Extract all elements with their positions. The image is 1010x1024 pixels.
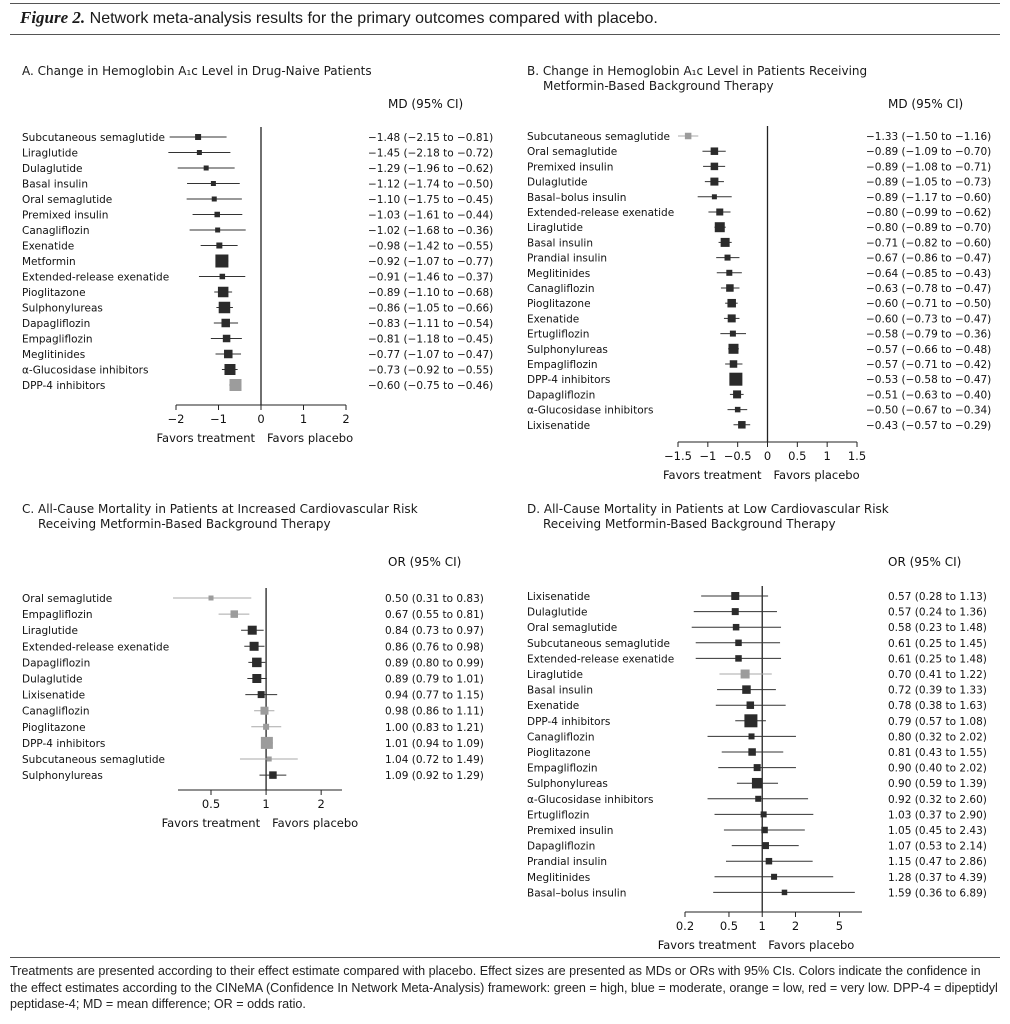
figure-title-text: Network meta-analysis results for the primary outcomes compared with placebo.	[89, 10, 658, 27]
point-estimate	[752, 778, 763, 789]
row-label: α-Glucosidase inhibitors	[22, 364, 149, 377]
row-value: −1.03 (−1.61 to −0.44)	[368, 209, 494, 222]
row-label: Empagliflozin	[527, 762, 598, 775]
point-estimate	[749, 733, 755, 739]
row-label: Oral semaglutide	[22, 194, 113, 206]
row-value: 1.00 (0.83 to 1.21)	[385, 721, 484, 734]
point-estimate	[741, 670, 750, 679]
row-label: Extended-release exenatide	[22, 271, 170, 284]
row-value: −0.60 (−0.71 to −0.50)	[866, 298, 992, 311]
row-value: 0.72 (0.39 to 1.33)	[888, 684, 987, 697]
row-label: Canagliflozin	[527, 731, 595, 744]
row-label: Dapagliflozin	[22, 657, 91, 670]
row-label: α-Glucosidase inhibitors	[527, 793, 654, 806]
row-label: Dulaglutide	[527, 606, 588, 619]
panel-d-title-line2: Receiving Metformin-Based Background Therapy	[543, 517, 836, 531]
row-label: Canagliflozin	[22, 705, 90, 718]
row-label: Sulphonylureas	[527, 778, 608, 791]
row-value: 1.09 (0.92 to 1.29)	[385, 770, 484, 783]
row-label: Ertugliflozin	[527, 328, 590, 341]
row-label: Basal insulin	[22, 178, 88, 191]
row-label: Premixed insulin	[527, 825, 614, 837]
row-value: 1.28 (0.37 to 4.39)	[888, 871, 987, 884]
row-value: 0.57 (0.24 to 1.36)	[888, 606, 987, 619]
row-value: −0.58 (−0.79 to −0.36)	[866, 328, 992, 341]
x-tick-label: −1	[210, 412, 227, 426]
row-label: Empagliflozin	[527, 359, 598, 371]
row-value: 0.80 (0.32 to 2.02)	[888, 731, 987, 744]
row-value: 0.67 (0.55 to 0.81)	[385, 609, 484, 622]
row-label: Lixisenatide	[22, 689, 86, 702]
x-tick-label: 0.5	[719, 919, 739, 933]
row-label: Lixisenatide	[527, 419, 591, 432]
point-estimate	[761, 811, 767, 817]
point-estimate	[731, 592, 739, 600]
row-value: 1.03 (0.37 to 2.90)	[888, 809, 987, 822]
row-value: −1.10 (−1.75 to −0.45)	[368, 194, 494, 206]
x-tick-label: 2	[342, 412, 350, 426]
x-tick-label: −1	[699, 449, 717, 463]
row-value: 1.59 (0.36 to 6.89)	[888, 887, 987, 900]
row-label: Metformin	[22, 256, 76, 268]
row-label: Extended-release exenatide	[527, 653, 675, 666]
row-label: Pioglitazone	[22, 287, 86, 299]
row-value: −0.57 (−0.71 to −0.42)	[866, 359, 992, 371]
row-value: 0.57 (0.28 to 1.13)	[888, 591, 987, 603]
panel-b-title-line1: B. Change in Hemoglobin A₁c Level in Patients Receiving	[527, 64, 868, 78]
row-label: Meglitinides	[527, 267, 591, 280]
x-tick-label: 0.5	[201, 797, 221, 811]
row-label: Prandial insulin	[527, 856, 608, 869]
favors-placebo-label: Favors placebo	[768, 938, 855, 952]
row-value: −0.80 (−0.89 to −0.70)	[866, 222, 992, 235]
figure-label: Figure 2.	[20, 8, 86, 27]
row-label: Pioglitazone	[527, 298, 591, 311]
row-value: −0.89 (−1.08 to −0.71)	[866, 161, 992, 174]
row-label: Subcutaneous semaglutide	[22, 754, 165, 766]
x-tick-label: 1	[299, 412, 308, 426]
row-label: Prandial insulin	[527, 252, 608, 265]
row-value: 0.58 (0.23 to 1.48)	[888, 622, 987, 635]
row-value: −0.86 (−1.05 to −0.66)	[368, 302, 494, 315]
panel-a-title-line1: A. Change in Hemoglobin A₁c Level in Drug-Naive Patients	[22, 64, 372, 78]
row-label: Sulphonylureas	[527, 343, 608, 356]
row-value: 0.61 (0.25 to 1.48)	[888, 653, 987, 666]
row-label: DPP-4 inhibitors	[22, 737, 106, 750]
row-value: 1.01 (0.94 to 1.09)	[385, 737, 484, 750]
row-label: DPP-4 inhibitors	[527, 715, 611, 728]
panel-b-title-line2: Metformin-Based Background Therapy	[543, 79, 774, 93]
x-tick-label: 0.2	[675, 919, 695, 933]
row-label: Ertugliflozin	[527, 809, 590, 822]
figure-caption: Treatments are presented according to their effect estimate compared with placebo. Effect sizes are presented as MDs or ORs with 95% CIs. Colors indicate the confidence in the effect estimates according to the CINeMA (Confidence In Network Meta-Analysis) framework: green = high, blue = moderate, orange = low, red = very low. DPP-4 = dipeptidyl peptidase-4; MD = mean difference; OR = odds ratio.	[10, 964, 998, 1011]
row-value: −0.60 (−0.75 to −0.46)	[368, 380, 494, 392]
row-value: 1.07 (0.53 to 2.14)	[888, 840, 987, 853]
favors-placebo-label: Favors placebo	[272, 816, 359, 830]
row-value: 0.84 (0.73 to 0.97)	[385, 625, 484, 638]
row-value: −0.91 (−1.46 to −0.37)	[368, 271, 494, 284]
row-value: −0.73 (−0.92 to −0.55)	[368, 364, 494, 377]
row-label: Empagliflozin	[22, 333, 93, 346]
favors-treatment-label: Favors treatment	[662, 468, 762, 482]
x-tick-label: 0.5	[788, 449, 807, 463]
x-tick-label: 0	[257, 412, 265, 426]
panel-c-title-line2: Receiving Metformin-Based Background Therapy	[38, 517, 331, 531]
row-value: 1.05 (0.45 to 2.43)	[888, 825, 987, 837]
row-label: Meglitinides	[22, 349, 86, 361]
row-label: Pioglitazone	[22, 721, 86, 734]
row-value: 0.94 (0.77 to 1.15)	[385, 689, 484, 702]
row-value: 0.98 (0.86 to 1.11)	[385, 705, 484, 718]
row-value: −0.89 (−1.05 to −0.73)	[866, 176, 992, 189]
x-tick-label: 2	[791, 919, 800, 933]
row-value: −0.81 (−1.18 to −0.45)	[368, 333, 494, 346]
x-tick-label: −1.5	[664, 449, 692, 463]
measure-header: MD (95% CI)	[888, 97, 964, 111]
row-label: Basal–bolus insulin	[527, 191, 627, 204]
point-estimate	[735, 640, 742, 647]
row-value: −0.98 (−1.42 to −0.55)	[368, 240, 494, 253]
row-label: Pioglitazone	[527, 747, 591, 759]
point-estimate	[732, 608, 739, 615]
row-label: Dapagliflozin	[22, 318, 91, 330]
row-label: DPP-4 inhibitors	[527, 374, 611, 387]
point-estimate	[761, 827, 768, 834]
point-estimate	[744, 714, 757, 727]
row-label: Basal insulin	[527, 237, 593, 250]
row-value: −0.77 (−1.07 to −0.47)	[368, 349, 494, 361]
row-value: −1.33 (−1.50 to −1.16)	[866, 131, 992, 143]
row-label: Dulaglutide	[527, 176, 588, 189]
row-value: 0.78 (0.38 to 1.63)	[888, 700, 987, 713]
panel-c-title-line1: C. All-Cause Mortality in Patients at Increased Cardiovascular Risk	[22, 502, 418, 516]
row-value: −0.83 (−1.11 to −0.54)	[368, 318, 494, 330]
row-label: α-Glucosidase inhibitors	[527, 404, 654, 417]
point-estimate	[735, 655, 742, 662]
point-estimate	[747, 701, 755, 709]
row-value: 0.90 (0.59 to 1.39)	[888, 778, 987, 791]
row-label: Oral semaglutide	[527, 146, 618, 159]
row-value: −1.48 (−2.15 to −0.81)	[368, 132, 494, 144]
row-label: Liraglutide	[527, 222, 583, 235]
measure-header: OR (95% CI)	[388, 555, 462, 569]
row-label: DPP-4 inhibitors	[22, 380, 106, 392]
row-value: −0.63 (−0.78 to −0.47)	[866, 283, 992, 295]
row-label: Oral semaglutide	[22, 593, 113, 605]
row-value: 0.89 (0.80 to 0.99)	[385, 657, 484, 670]
point-estimate	[742, 685, 751, 694]
row-value: 1.04 (0.72 to 1.49)	[385, 754, 484, 766]
row-label: Oral semaglutide	[527, 622, 618, 635]
row-label: Lixisenatide	[527, 591, 591, 603]
row-label: Dapagliflozin	[527, 389, 596, 402]
row-value: −1.12 (−1.74 to −0.50)	[368, 178, 494, 191]
x-tick-label: 1	[758, 919, 766, 933]
row-label: Basal insulin	[527, 684, 593, 697]
row-value: 0.61 (0.25 to 1.45)	[888, 637, 987, 650]
row-value: 0.89 (0.79 to 1.01)	[385, 673, 484, 686]
row-label: Canagliflozin	[527, 283, 595, 295]
row-value: 1.15 (0.47 to 2.86)	[888, 856, 987, 869]
point-estimate	[782, 890, 788, 896]
row-value: −0.89 (−1.17 to −0.60)	[866, 191, 992, 204]
row-label: Exenatide	[527, 313, 580, 326]
row-value: −0.50 (−0.67 to −0.34)	[866, 404, 992, 417]
point-estimate	[755, 796, 761, 802]
favors-placebo-label: Favors placebo	[773, 468, 860, 482]
row-label: Sulphonylureas	[22, 770, 103, 783]
favors-treatment-label: Favors treatment	[156, 431, 255, 445]
row-value: −0.80 (−0.99 to −0.62)	[866, 207, 992, 219]
row-label: Empagliflozin	[22, 609, 93, 622]
favors-placebo-label: Favors placebo	[267, 431, 354, 445]
row-label: Liraglutide	[22, 147, 78, 160]
row-value: 0.70 (0.41 to 1.22)	[888, 669, 987, 681]
row-value: 0.81 (0.43 to 1.55)	[888, 747, 987, 759]
row-label: Subcutaneous semaglutide	[527, 637, 670, 650]
point-estimate	[733, 624, 740, 631]
row-value: −1.29 (−1.96 to −0.62)	[368, 163, 494, 175]
x-tick-label: 5	[835, 919, 844, 933]
row-value: −0.89 (−1.09 to −0.70)	[866, 146, 992, 159]
row-label: Dapagliflozin	[527, 840, 596, 853]
row-value: −0.57 (−0.66 to −0.48)	[866, 343, 992, 356]
row-value: 0.90 (0.40 to 2.02)	[888, 762, 987, 775]
row-label: Subcutaneous semaglutide	[527, 131, 670, 143]
row-label: Liraglutide	[527, 669, 583, 681]
row-label: Exenatide	[22, 240, 75, 253]
row-value: 0.86 (0.76 to 0.98)	[385, 641, 484, 654]
favors-treatment-label: Favors treatment	[657, 938, 757, 952]
x-tick-label: 1	[262, 797, 270, 811]
row-value: −0.89 (−1.10 to −0.68)	[368, 287, 494, 299]
x-tick-label: 0	[763, 449, 772, 463]
row-label: Dulaglutide	[22, 163, 83, 175]
row-value: −0.64 (−0.85 to −0.43)	[866, 267, 992, 280]
caption-rule	[10, 957, 1000, 958]
row-label: Exenatide	[527, 700, 580, 713]
row-label: Dulaglutide	[22, 673, 83, 686]
row-value: −1.02 (−1.68 to −0.36)	[368, 225, 494, 237]
x-tick-label: −0.5	[723, 449, 752, 463]
row-value: −0.43 (−0.57 to −0.29)	[866, 419, 992, 432]
row-label: Basal–bolus insulin	[527, 887, 627, 900]
row-label: Premixed insulin	[527, 161, 614, 174]
row-value: −0.60 (−0.73 to −0.47)	[866, 313, 992, 326]
measure-header: OR (95% CI)	[888, 555, 962, 569]
row-label: Canagliflozin	[22, 225, 90, 237]
row-value: −0.51 (−0.63 to −0.40)	[866, 389, 992, 402]
row-value: −0.67 (−0.86 to −0.47)	[866, 252, 992, 265]
row-label: Extended-release exenatide	[22, 641, 170, 654]
point-estimate	[766, 858, 773, 865]
x-tick-label: 1	[823, 449, 831, 463]
point-estimate	[771, 874, 777, 880]
point-estimate	[748, 748, 756, 756]
panel-d-title-line1: D. All-Cause Mortality in Patients at Low Cardiovascular Risk	[527, 502, 889, 516]
row-value: 0.50 (0.31 to 0.83)	[385, 593, 484, 605]
row-value: −0.53 (−0.58 to −0.47)	[866, 374, 992, 387]
row-value: 0.79 (0.57 to 1.08)	[888, 715, 987, 728]
row-value: −0.71 (−0.82 to −0.60)	[866, 237, 992, 250]
x-tick-label: 2	[317, 797, 325, 811]
point-estimate	[762, 842, 769, 849]
row-label: Sulphonylureas	[22, 302, 103, 315]
row-label: Extended-release exenatide	[527, 207, 675, 219]
measure-header: MD (95% CI)	[388, 97, 464, 111]
favors-treatment-label: Favors treatment	[161, 816, 261, 830]
row-label: Liraglutide	[22, 625, 78, 638]
row-label: Subcutaneous semaglutide	[22, 132, 165, 144]
x-tick-label: −2	[167, 412, 185, 426]
row-value: −0.92 (−1.07 to −0.77)	[368, 256, 494, 268]
row-value: 0.92 (0.32 to 2.60)	[888, 793, 987, 806]
row-value: −1.45 (−2.18 to −0.72)	[368, 147, 494, 160]
row-label: Premixed insulin	[22, 209, 109, 222]
row-label: Meglitinides	[527, 871, 591, 884]
x-tick-label: 1.5	[847, 449, 867, 463]
point-estimate	[754, 764, 761, 771]
